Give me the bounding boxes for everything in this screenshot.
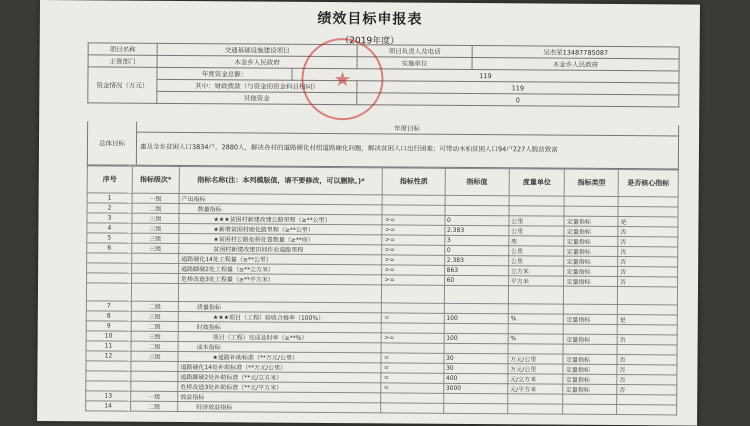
table-cell: 三级 <box>131 351 178 361</box>
table-cell: 3 <box>87 213 132 223</box>
table-cell: 元/平方米 <box>508 384 564 394</box>
project-name-label: 项目名称 <box>88 43 157 55</box>
table-cell: = <box>382 313 444 323</box>
table-cell: 二级 <box>132 203 179 213</box>
table-cell: ★★★贫困村新建改建公路里程（≥**公里） <box>179 213 382 224</box>
impl-label: 实施单位 <box>357 57 472 70</box>
table-cell: 三级 <box>131 331 178 341</box>
table-cell: 一级 <box>132 193 179 203</box>
table-cell <box>564 304 618 314</box>
column-header: 指标值 <box>445 168 509 195</box>
table-cell: 定量指标 <box>564 266 618 276</box>
table-cell: ★★★项目（工程）验收合格率（100%） <box>178 311 381 322</box>
table-cell <box>382 205 444 215</box>
table-cell: >= <box>382 245 444 255</box>
table-cell <box>617 305 677 315</box>
fiscal-label: 其中：财政拨款（与资金的资金科目相同） <box>157 79 357 92</box>
table-cell <box>443 393 507 403</box>
table-cell: 2.383 <box>444 225 508 235</box>
table-cell <box>507 394 563 404</box>
table-cell: 质量指标 <box>178 301 381 312</box>
table-cell: 公里 <box>509 246 565 256</box>
column-header: 指标名称(注：本列模版值，请不要修改，可以删除。)* <box>179 166 383 194</box>
table-cell: 定量指标 <box>564 226 618 236</box>
table-cell: 5 <box>87 233 132 243</box>
table-cell: 定量指标 <box>564 276 618 286</box>
table-cell <box>565 196 619 206</box>
table-cell <box>131 381 178 391</box>
fiscal-value: 119 <box>357 81 679 95</box>
table-cell: 2.383 <box>444 255 508 265</box>
column-header: 度量单位 <box>509 169 565 196</box>
table-cell: 否 <box>617 385 677 395</box>
table-cell: 863 <box>444 265 508 275</box>
table-cell <box>444 343 508 353</box>
funds-label: 资金情况（万元） <box>88 67 157 103</box>
goal-header: 年度目标 <box>136 122 678 137</box>
form-sheet <box>37 0 700 426</box>
table-cell: 时效指标 <box>178 321 381 332</box>
table-cell: 公里 <box>509 226 565 236</box>
table-cell: 13 <box>86 391 131 401</box>
table-cell: 三级 <box>132 233 179 243</box>
other-funds-label: 其他资金 <box>157 91 357 104</box>
table-cell: = <box>381 353 443 363</box>
table-cell <box>86 371 131 381</box>
table-cell: 10 <box>86 331 131 341</box>
table-cell <box>132 253 179 263</box>
page-subtitle: （2019年度） <box>340 36 400 47</box>
table-cell: 二级 <box>131 401 178 411</box>
table-cell: 定量指标 <box>564 334 618 344</box>
table-cell: 经济效益指标 <box>178 401 381 412</box>
table-cell <box>381 393 443 403</box>
table-cell: 0 <box>444 215 508 225</box>
table-cell: 平方米 <box>508 276 564 286</box>
table-cell: 成本指标 <box>178 341 381 352</box>
table-cell <box>131 361 178 371</box>
table-cell: >= <box>382 333 444 343</box>
table-cell <box>87 263 132 273</box>
table-cell: 二级 <box>131 321 178 331</box>
table-cell <box>382 303 444 313</box>
table-cell <box>508 304 564 314</box>
table-cell: 定量指标 <box>564 314 618 324</box>
table-cell: 道路硬化14处工程量（≥**公里） <box>179 253 382 264</box>
table-cell <box>508 344 564 354</box>
table-cell: 定量指标 <box>564 236 618 246</box>
goal-text: 惠及全乡贫困人口3834户，2880人，解决各村的道路硬化村组道路硬化问题，解决贫困人口出行困难；可带动木柏贫困人口94户227人脱贫致富 <box>139 142 558 154</box>
table-cell <box>617 395 677 405</box>
table-cell: 100 <box>444 333 508 343</box>
table-cell <box>618 197 678 207</box>
table-cell: 三级 <box>132 223 179 233</box>
table-cell: 否 <box>618 267 678 277</box>
table-cell <box>509 206 565 216</box>
owner-label: 项目负责人及电话 <box>357 45 472 58</box>
table-cell: 4 <box>87 223 132 233</box>
table-cell: 道路硬化14处补助标准（**万元/公里） <box>178 361 381 372</box>
table-cell <box>86 283 131 301</box>
table-cell <box>132 263 179 273</box>
table-cell <box>618 207 678 217</box>
table-cell: 万元/公里 <box>508 364 564 374</box>
table-cell: 2 <box>87 203 132 213</box>
table-cell: 30 <box>444 353 508 363</box>
table-cell: 9 <box>86 321 131 331</box>
table-cell <box>382 323 444 333</box>
dept-label: 主管部门 <box>88 55 157 67</box>
project-name-value: 交通基础设施建设项目 <box>157 43 357 56</box>
table-cell <box>86 361 131 371</box>
table-cell: 否 <box>617 355 677 365</box>
table-cell: 元/立方米 <box>508 374 564 384</box>
table-cell <box>445 205 509 215</box>
table-cell: 效益指标 <box>178 391 381 402</box>
table-cell: 定量指标 <box>564 216 618 226</box>
table-cell: >= <box>382 265 444 275</box>
table-cell: 1 <box>87 193 132 203</box>
table-cell: ★贫困村公路危桥处置数量（≥**座） <box>179 233 382 244</box>
table-cell <box>444 285 508 303</box>
table-cell: >= <box>382 255 444 265</box>
table-cell: 定量指标 <box>563 374 617 384</box>
indicator-header-row <box>87 166 678 197</box>
table-cell <box>178 283 382 302</box>
table-cell <box>381 403 443 413</box>
table-cell: 定量指标 <box>564 246 618 256</box>
table-cell: ★道路补助标准（**万元/公里） <box>178 351 381 362</box>
overall-goal-section <box>87 121 679 169</box>
column-header: 是否核心指标 <box>618 170 678 197</box>
table-cell <box>131 283 178 301</box>
owner-value: 吴杰荣13487785087 <box>472 46 679 59</box>
table-cell <box>383 195 445 205</box>
table-cell: 定量指标 <box>563 384 617 394</box>
table-cell: 公里 <box>509 216 565 226</box>
table-cell: >= <box>382 275 444 285</box>
table-cell: 否 <box>618 257 678 267</box>
table-cell: 0 <box>444 245 508 255</box>
table-cell: 危桥改造3处工程量（≥**平方米） <box>179 273 382 284</box>
table-cell <box>617 287 677 305</box>
table-cell: 否 <box>617 335 677 345</box>
impl-value: 木金乡人民政府 <box>472 58 679 71</box>
table-cell <box>564 324 618 334</box>
table-cell: 否 <box>618 237 678 247</box>
official-seal: ★ <box>301 38 384 121</box>
table-cell: = <box>381 373 443 383</box>
other-funds-value: 0 <box>357 93 679 107</box>
table-cell: 贫困村新建改建田间作业道路里程 <box>179 243 382 254</box>
annual-label: 年度资金总额： <box>157 67 292 80</box>
table-cell: ★新增贫困村硬化路里程（≥**公里） <box>179 223 382 234</box>
table-cell <box>508 286 564 304</box>
column-header: 序号 <box>87 166 132 193</box>
table-cell: 3 <box>444 235 508 245</box>
table-cell: 道路脚硬2处工程量（≥**立方米） <box>179 263 382 274</box>
table-cell: 产出指标 <box>179 193 382 204</box>
table-cell: 三级 <box>132 213 179 223</box>
annual-value: 119 <box>292 68 679 83</box>
table-cell <box>382 343 444 353</box>
table-cell: 二级 <box>131 301 178 311</box>
table-cell: 60 <box>444 275 508 285</box>
table-cell: % <box>508 334 564 344</box>
table-cell: 否 <box>618 277 678 287</box>
table-cell <box>617 345 677 355</box>
table-cell: 30 <box>443 363 507 373</box>
table-cell <box>444 303 508 313</box>
table-cell: >= <box>382 235 444 245</box>
table-cell <box>617 325 677 335</box>
table-cell: 三级 <box>132 243 179 253</box>
table-cell: 危桥改造3处补助标准（**元/平方米） <box>178 381 381 392</box>
table-cell <box>564 206 618 216</box>
table-cell <box>563 394 617 404</box>
indicator-table <box>85 165 679 415</box>
column-header: 指标类型 <box>565 169 619 196</box>
table-cell <box>508 324 564 334</box>
table-cell: 道路脚硬2处补助标准（**元/立方米） <box>178 371 381 382</box>
table-cell <box>87 273 132 283</box>
table-cell: 万元/公里 <box>508 354 564 364</box>
table-cell: 400 <box>443 373 507 383</box>
table-cell <box>87 253 132 263</box>
table-cell: 三级 <box>131 311 178 321</box>
table-cell: 定量指标 <box>563 354 617 364</box>
table-cell <box>564 344 618 354</box>
table-cell: 二级 <box>131 341 178 351</box>
table-cell: 7 <box>86 301 131 311</box>
table-cell: 项目（工程）完成及时率（≥**%） <box>178 331 381 342</box>
table-cell: >= <box>382 215 444 225</box>
table-cell: 定量指标 <box>563 364 617 374</box>
table-cell: % <box>508 314 564 324</box>
goal-label: 总体目标 <box>88 121 137 164</box>
table-cell <box>617 405 677 415</box>
table-cell: 定量指标 <box>564 256 618 266</box>
table-cell <box>507 404 563 414</box>
table-cell: 立方米 <box>508 266 564 276</box>
table-cell: 数量指标 <box>179 203 382 214</box>
table-cell <box>86 381 131 391</box>
table-cell: 100 <box>444 313 508 323</box>
table-cell <box>444 323 508 333</box>
table-cell: 是 <box>618 217 678 227</box>
table-cell: 公里 <box>508 256 564 266</box>
table-cell <box>563 404 617 414</box>
table-cell <box>382 285 444 303</box>
table-cell: 6 <box>87 243 132 253</box>
table-cell: 否 <box>618 247 678 257</box>
table-cell: 否 <box>617 365 677 375</box>
column-header: 指标级次* <box>132 166 179 193</box>
table-cell: 8 <box>86 311 131 321</box>
column-header: 指标性质 <box>383 168 445 195</box>
table-cell <box>443 403 507 413</box>
table-cell: >= <box>382 225 444 235</box>
table-cell: 14 <box>86 401 131 411</box>
table-cell <box>131 273 178 283</box>
project-info-table <box>87 42 679 107</box>
table-cell: 一级 <box>131 391 178 401</box>
table-cell: = <box>381 363 443 373</box>
table-cell <box>131 371 178 381</box>
table-cell <box>445 195 509 205</box>
table-cell: 否 <box>617 375 677 385</box>
table-cell <box>509 196 565 206</box>
dept-value: 木金乡人民政府 <box>157 55 357 68</box>
table-cell: 是 <box>617 315 677 325</box>
table-cell: 否 <box>618 227 678 237</box>
page-title: 绩效目标申报表 <box>317 10 423 28</box>
table-cell <box>564 286 618 304</box>
table-cell: = <box>381 383 443 393</box>
table-cell: 座 <box>509 236 565 246</box>
table-cell: 11 <box>86 341 131 351</box>
table-cell: 12 <box>86 351 131 361</box>
table-cell: 3000 <box>443 383 507 393</box>
